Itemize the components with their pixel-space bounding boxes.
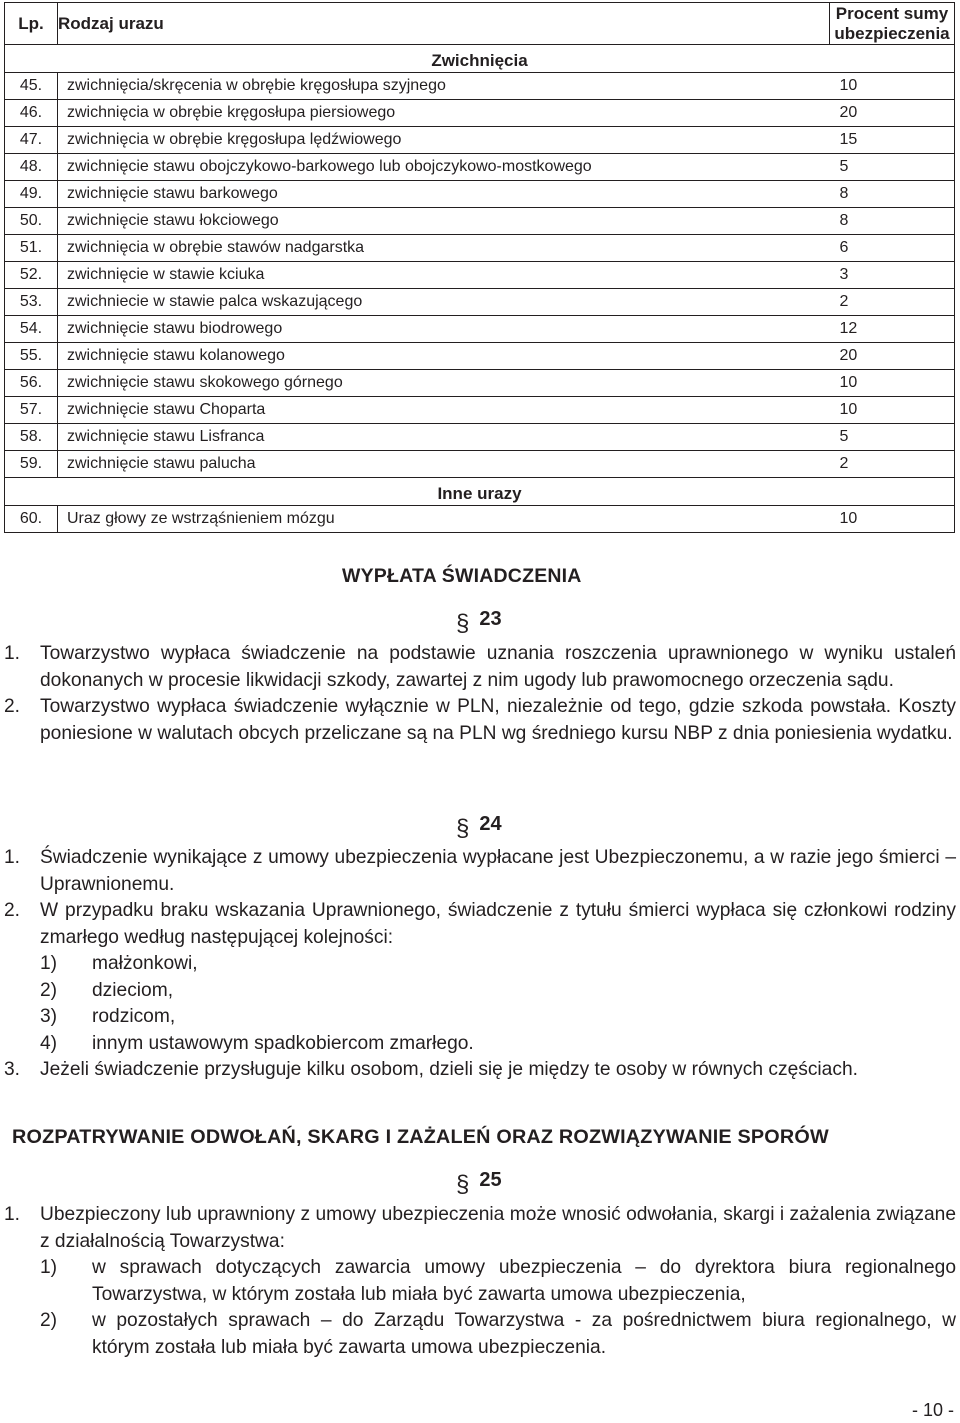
row-injury-name: zwichniecie w stawie palca wskazującego (58, 289, 830, 316)
paragraph-25-body (4, 1202, 956, 1361)
item-number: 1. (4, 643, 21, 664)
header-percent-line2: ubezpieczenia (834, 23, 950, 43)
row-injury-name: zwichnięcie stawu kolanowego (58, 343, 830, 370)
item-text: Świadczenie wynikające z umowy ubezpieczenia wypłacane jest Ubezpieczonemu, a w razie jego śmierci – Uprawnionemu. (40, 847, 956, 895)
item-text: Towarzystwo wypłaca świadczenie wyłącznie w PLN, niezależnie od tego, gdzie szkoda powstała. Koszty poniesione w walutach obcych przeliczane są na PLN wg średniego kursu NBP z dnia poniesienia wydatku. (40, 696, 956, 744)
section-sign: § (456, 610, 470, 637)
row-lp: 55. (5, 343, 58, 370)
section-title: Zwichnięcia (5, 45, 955, 73)
header-percent-line1: Procent sumy (835, 3, 949, 23)
table-section-row (5, 45, 955, 73)
list-item (4, 898, 956, 1057)
heading-wyplata: WYPŁATA ŚWIADCZENIA (342, 565, 582, 587)
row-injury-name: zwichnięcie stawu biodrowego (58, 316, 830, 343)
row-lp: 52. (5, 262, 58, 289)
table-row (5, 181, 955, 208)
table-row (5, 370, 955, 397)
table-row (5, 127, 955, 154)
row-percent-cell (830, 343, 955, 370)
sub-item (40, 1255, 956, 1308)
row-percent: 5 (839, 158, 849, 175)
sub-text: dzieciom, (92, 979, 174, 1001)
row-percent-cell (830, 424, 955, 451)
item-number: 1. (4, 847, 21, 868)
row-percent: 20 (839, 347, 858, 364)
row-lp: 59. (5, 451, 58, 478)
paragraph-24-body (4, 845, 956, 1084)
paragraph-24-title (456, 813, 502, 843)
table-row (5, 100, 955, 127)
row-lp: 46. (5, 100, 58, 127)
sub-text: w pozostałych sprawach – do Zarządu Towarzystwa - za pośrednictwem biura regionalnego, w którym została lub miała być zawarta umowa ubezpieczenia. (92, 1310, 956, 1358)
list-item (4, 845, 956, 898)
sub-item (40, 1004, 956, 1031)
item-number: 2. (4, 696, 21, 717)
row-percent-cell (830, 235, 955, 262)
sub-item (40, 1308, 956, 1361)
sub-text: innym ustawowym spadkobiercom zmarłego. (92, 1032, 474, 1054)
row-percent-cell (830, 451, 955, 478)
row-percent: 10 (839, 510, 858, 527)
row-injury-name: zwichnięcie stawu skokowego górnego (58, 370, 830, 397)
row-percent-cell (830, 506, 955, 533)
item-number: 1. (4, 1204, 21, 1225)
item-text: Towarzystwo wypłaca świadczenie na podstawie uznania roszczenia uprawnionego w wyniku ustaleń dokonanych w procesie likwidacji szkody, zawartej z nim ugody lub prawomocnego orzeczenia sądu. (40, 643, 956, 691)
header-injury-type: Rodzaj urazu (58, 3, 830, 45)
injury-table (4, 2, 955, 533)
row-lp: 56. (5, 370, 58, 397)
sub-number: 2) (40, 979, 58, 1001)
table-row (5, 289, 955, 316)
table-row (5, 451, 955, 478)
paragraph-number: 24 (479, 813, 502, 835)
sub-text: w sprawach dotyczących zawarcia umowy ubezpieczenia – do dyrektora biura regionalnego Towarzystwa, w którym została lub miała być zawarta umowa ubezpieczenia, (92, 1257, 956, 1305)
row-injury-name: zwichnięcia w obrębie stawów nadgarstka (58, 235, 830, 262)
row-percent-cell (830, 370, 955, 397)
row-percent-cell (830, 181, 955, 208)
table-row (5, 73, 955, 100)
item-number: 2. (4, 900, 21, 921)
sub-number: 1) (40, 1257, 58, 1278)
paragraph-number: 23 (479, 608, 502, 630)
row-lp: 47. (5, 127, 58, 154)
page-number: - 10 - (911, 1400, 954, 1420)
sub-item (40, 978, 956, 1005)
table-section-row (5, 478, 955, 506)
paragraph-23-body (4, 641, 956, 747)
header-lp: Lp. (5, 3, 58, 45)
row-injury-name: zwichnięcia w obrębie kręgosłupa lędźwiowego (58, 127, 830, 154)
paragraph-number: 25 (479, 1169, 502, 1191)
row-percent: 12 (839, 320, 858, 337)
row-lp: 51. (5, 235, 58, 262)
table-row (5, 208, 955, 235)
table-row (5, 397, 955, 424)
section-sign: § (456, 1171, 470, 1198)
item-text: Ubezpieczony lub uprawniony z umowy ubezpieczenia może wnosić odwołania, skargi i zażalenia związane z działalnością Towarzystwa: (40, 1204, 956, 1252)
row-percent-cell (830, 100, 955, 127)
table-row (5, 235, 955, 262)
item-text: Jeżeli świadczenie przysługuje kilku osobom, dzieli się je między te osoby w równych częściach. (40, 1059, 858, 1080)
table-row (5, 424, 955, 451)
table-row (5, 506, 955, 533)
row-injury-name: Uraz głowy ze wstrząśnieniem mózgu (58, 506, 830, 533)
row-percent-cell (830, 127, 955, 154)
row-percent: 8 (839, 185, 849, 202)
row-percent-cell (830, 397, 955, 424)
list-item (4, 1057, 956, 1084)
row-percent: 2 (839, 455, 849, 472)
row-injury-name: zwichnięcie stawu łokciowego (58, 208, 830, 235)
table-row (5, 316, 955, 343)
row-percent-cell (830, 262, 955, 289)
sub-number: 4) (40, 1032, 58, 1054)
row-injury-name: zwichnięcie stawu obojczykowo-barkowego lub obojczykowo-mostkowego (58, 154, 830, 181)
row-percent-cell (830, 316, 955, 343)
row-injury-name: zwichnięcie stawu palucha (58, 451, 830, 478)
row-percent-cell (830, 208, 955, 235)
row-lp: 49. (5, 181, 58, 208)
row-lp: 53. (5, 289, 58, 316)
sub-item (40, 1031, 956, 1058)
row-injury-name: zwichnięcie stawu barkowego (58, 181, 830, 208)
sub-text: małżonkowi, (92, 953, 198, 974)
row-injury-name: zwichnięcia/skręcenia w obrębie kręgosłupa szyjnego (58, 73, 830, 100)
sub-number: 2) (40, 1310, 58, 1331)
row-percent: 8 (839, 212, 849, 229)
list-item (4, 1202, 956, 1361)
sub-item (40, 951, 956, 978)
list-item (4, 694, 956, 747)
row-percent: 10 (839, 374, 858, 391)
table-row (5, 262, 955, 289)
row-percent: 20 (839, 104, 858, 121)
item-content (40, 898, 956, 1057)
row-percent: 6 (839, 239, 849, 256)
row-lp: 50. (5, 208, 58, 235)
row-percent-cell (830, 154, 955, 181)
section-sign: § (456, 815, 470, 842)
row-percent: 2 (839, 293, 849, 310)
row-lp: 45. (5, 73, 58, 100)
row-percent: 10 (839, 77, 858, 94)
sub-text: rodzicom, (92, 1006, 176, 1027)
sub-number: 1) (40, 953, 58, 974)
row-percent: 10 (839, 401, 858, 418)
row-percent-cell (830, 73, 955, 100)
row-lp: 54. (5, 316, 58, 343)
table-row (5, 343, 955, 370)
item-text: W przypadku braku wskazania Uprawnionego, świadczenie z tytułu śmierci wypłaca się członkowi rodziny zmarłego według następującej kolejności: (40, 900, 956, 948)
section-title: Inne urazy (5, 478, 955, 506)
row-percent-cell (830, 289, 955, 316)
header-percent (830, 3, 955, 45)
row-injury-name: zwichnięcie stawu Lisfranca (58, 424, 830, 451)
list-item (4, 641, 956, 694)
row-lp: 58. (5, 424, 58, 451)
item-number: 3. (4, 1059, 21, 1080)
item-content (40, 1202, 956, 1361)
row-percent: 5 (839, 428, 849, 445)
paragraph-25-title (456, 1169, 502, 1199)
paragraph-23-title (456, 608, 502, 638)
row-percent: 3 (839, 266, 849, 283)
row-percent: 15 (839, 131, 858, 148)
row-lp: 48. (5, 154, 58, 181)
row-injury-name: zwichnięcia w obrębie kręgosłupa piersiowego (58, 100, 830, 127)
sub-number: 3) (40, 1006, 58, 1027)
row-lp: 60. (5, 506, 58, 533)
row-injury-name: zwichnięcie stawu Choparta (58, 397, 830, 424)
table-header-row (5, 3, 955, 45)
table-row (5, 154, 955, 181)
heading-rozpatrywanie: ROZPATRYWANIE ODWOŁAŃ, SKARG I ZAŻALEŃ ORAZ ROZWIĄZYWANIE SPORÓW (12, 1126, 829, 1148)
row-lp: 57. (5, 397, 58, 424)
row-injury-name: zwichnięcie w stawie kciuka (58, 262, 830, 289)
